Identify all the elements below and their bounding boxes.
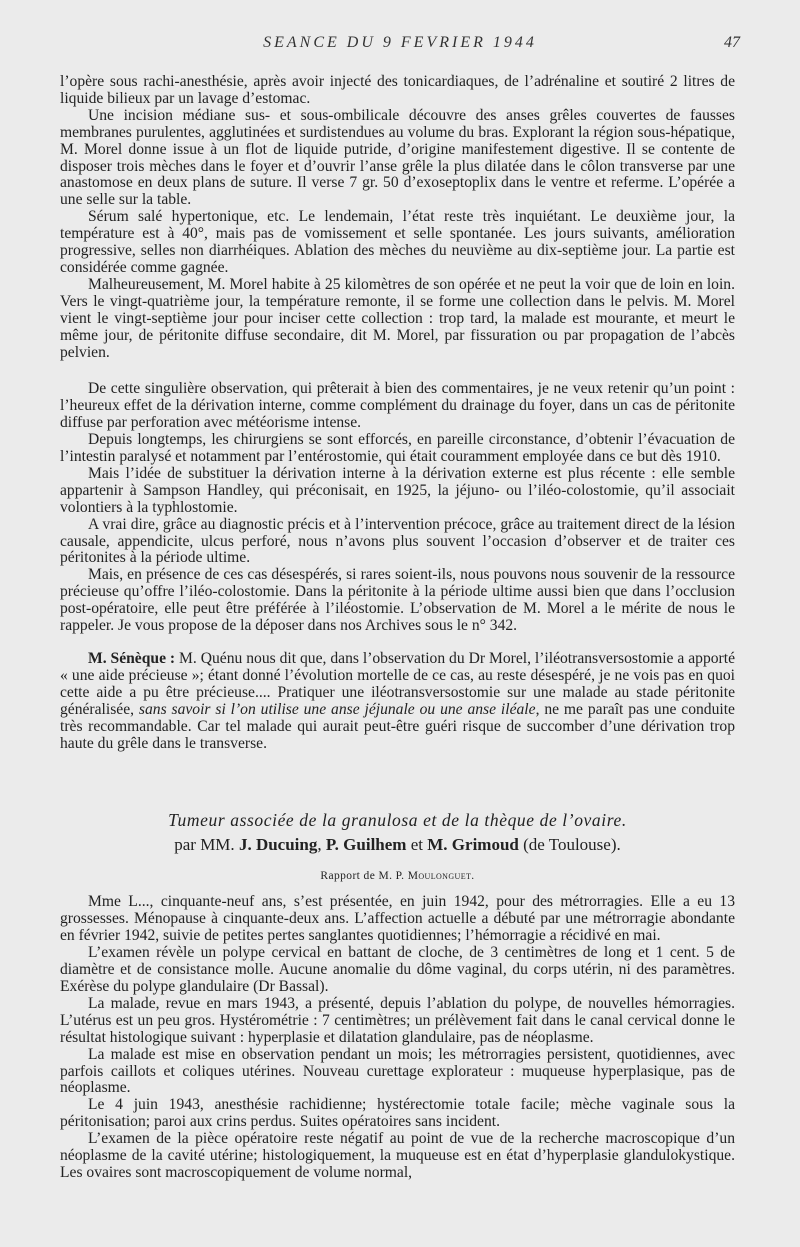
- seneque-paragraph: [60, 651, 735, 752]
- rapport-prefix: Rapport de M. P.: [320, 870, 408, 883]
- paragraph: Sérum salé hypertonique, etc. Le lendemain, l’état reste très inquiétant. Le deuxième jour, la température est à 40°, mais pas de vomissement et selle spontanée. Les jours suivants, amélioration progressive, selles non diarrhéiques. Ablation des mèches du neuvième au dix-septième jour. La partie est considérée comme gagnée.: [60, 208, 735, 276]
- page-body: [60, 74, 735, 1182]
- byline-separator: et: [406, 835, 428, 855]
- paragraph: Mme L..., cinquante-neuf ans, s’est présentée, en juin 1942, pour des métrorragies. Elle a eu 13 grossesses. Ménopause à cinquante-deux ans. L’affection actuelle a débuté par une métrorragie abondante en février 1942, suivie de petites pertes sanglantes quotidiennes; l’hémorragie a récidivé en mai.: [60, 893, 735, 945]
- author-name: M. Grimoud: [427, 835, 519, 855]
- paragraph: La malade, revue en mars 1943, a présenté, depuis l’ablation du polype, de nouvelles hémorragies. L’utérus est un peu gros. Hystérométrie : 7 centimètres; un prélèvement fait dans le canal cervical donne le résultat histologique suivant : hyperplasie et dilatation glandulaire, pas de néoplasme.: [60, 994, 735, 1046]
- paragraph: Depuis longtemps, les chirurgiens se sont efforcés, en pareille circonstance, d’obtenir l’évacuation de l’intestin paralysé et notamment par l’entérostomie, qui était couramment employée dans ce but dès 1910.: [60, 431, 735, 466]
- paragraph: L’examen révèle un polype cervical en battant de cloche, de 3 centimètres de long et 1 cent. 5 de diamètre et de consistance molle. Aucune anomalie du dôme vaginal, du corps utérin, ni des paramètres. Exérèse du polype glandulaire (Dr Bassal).: [60, 944, 735, 995]
- seneque-text-1: M. Quénu nous dit que, dans l’observation du Dr Morel, l’iléotransversostomie a apporté « une aide précieuse »; étant donné l’évolution mortelle de ce cas, au reste désespéré, je ne vois pas en quoi cette aide a pu être précieuse.... Pratiquer une iléotransversostomie sur une malade au stade péritonite généralisée,: [60, 650, 736, 718]
- seneque-italic-text: sans savoir si l’on utilise une anse jéjunale ou une anse iléale: [138, 700, 536, 718]
- paragraph: l’opère sous rachi-anesthésie, après avoir injecté des tonicardiaques, de l’adrénaline et soutiré 2 litres de liquide bilieux par un lavage d’estomac.: [60, 73, 735, 107]
- seneque-text-2: , ne me paraît pas une conduite très recommandable. Car tel malade qui aurait peut-être guéri risque de succomber d’une dérivation trop haute du grêle dans le transverse.: [60, 700, 735, 752]
- rapporteur-name: Moulonguet.: [407, 870, 475, 883]
- author-name: P. Guilhem: [325, 835, 407, 855]
- paragraph: La malade est mise en observation pendant un mois; les métrorragies persistent, quotidiennes, avec parfois caillots et coliques utérines. Nouveau curettage explorateur : muqueuse hyperplasique, pas de néoplasme.: [60, 1045, 735, 1097]
- paragraph: Mais, en présence de ces cas désespérés, si rares soient-ils, nous pouvons nous souvenir de la ressource précieuse qu’offre l’iléo-colostomie. Dans la péritonite à la période ultime aussi bien que dans l’occlusion post-opératoire, elle peut être préférée à l’iléostomie. L’observation de M. Morel a le mérite de nous le rappeler. Je vous propose de la déposer dans nos Archives sous le n° 342.: [60, 566, 735, 635]
- page-number: 47: [724, 34, 740, 51]
- article-byline: [60, 832, 735, 858]
- article-title: Tumeur associée de la granulosa et de la thèque de l’ovaire.: [168, 810, 627, 831]
- paragraph: Mais l’idée de substituer la dérivation interne à la dérivation externe est plus récente : elle semble appartenir à Sampson Handley, qui préconisait, en 1925, la jéjuno- ou l’iléo-colostomie, qu’il associait volontiers à la typhlostomie.: [60, 464, 735, 516]
- running-header: [60, 34, 740, 58]
- speaker-name: M. Sénèque :: [88, 650, 176, 667]
- byline-prefix: par MM.: [174, 835, 239, 855]
- header-title: SEANCE DU 9 FEVRIER 1944: [263, 34, 537, 51]
- paragraph: Malheureusement, M. Morel habite à 25 kilomètres de son opérée et ne peut la voir que de loin en loin. Vers le vingt-quatrième jour, la température remonte, il se forme une collection dans le pelvis. M. Morel vient le vingt-septième jour pour inciser cette collection : trop tard, la malade est mourante, et meurt le même jour, de péritonite diffuse secondaire, dit M. Morel, par fissuration ou par propagation de l’abcès pelvien.: [60, 275, 735, 361]
- paragraph: Une incision médiane sus- et sous-ombilicale découvre des anses grêles couvertes de fausses membranes purulentes, agglutinées et surdistendues au volume du bras. Explorant la région sous-hépatique, M. Morel donne issue à un flot de liquide putride, d’origine manifestement digestive. Il se contente de disposer trois mèches dans le foyer et d’ouvrir l’anse grêle la plus dilatée dans le côlon transverse par une anastomose en deux plans de suture. Il verse 7 gr. 50 d’exoseptoplix dans le ventre et referme. L’opérée a une selle sur la table.: [60, 106, 735, 209]
- paragraph: A vrai dire, grâce au diagnostic précis et à l’intervention précoce, grâce au traitement direct de la lésion causale, appendicite, ulcus perforé, nous n’avons plus souvent l’occasion d’observer et de traiter ces péritonites à la période ultime.: [60, 515, 735, 567]
- paragraph: Le 4 juin 1943, anesthésie rachidienne; hystérectomie totale facile; mèche vaginale sous la péritonisation; paroi aux crins perdus. Suites opératoires sans incident.: [60, 1096, 735, 1131]
- paragraph: De cette singulière observation, qui prêterait à bien des commentaires, je ne veux retenir qu’un point : l’heureux effet de la dérivation interne, comme complément du drainage du foyer, dans un cas de péritonite diffuse par perforation avec météorisme intense.: [60, 380, 735, 432]
- paragraph: L’examen de la pièce opératoire reste négatif au point de vue de la recherche macroscopique d’un néoplasme de la cavité utérine; histologiquement, la muqueuse est en état d’hyperplasie glandulokystique. Les ovaires sont macroscopiquement de volume normal,: [60, 1130, 735, 1181]
- author-name: J. Ducuing: [238, 835, 318, 855]
- byline-separator: ,: [317, 835, 326, 855]
- byline-suffix: (de Toulouse).: [518, 835, 621, 855]
- rapport-line: [60, 870, 735, 882]
